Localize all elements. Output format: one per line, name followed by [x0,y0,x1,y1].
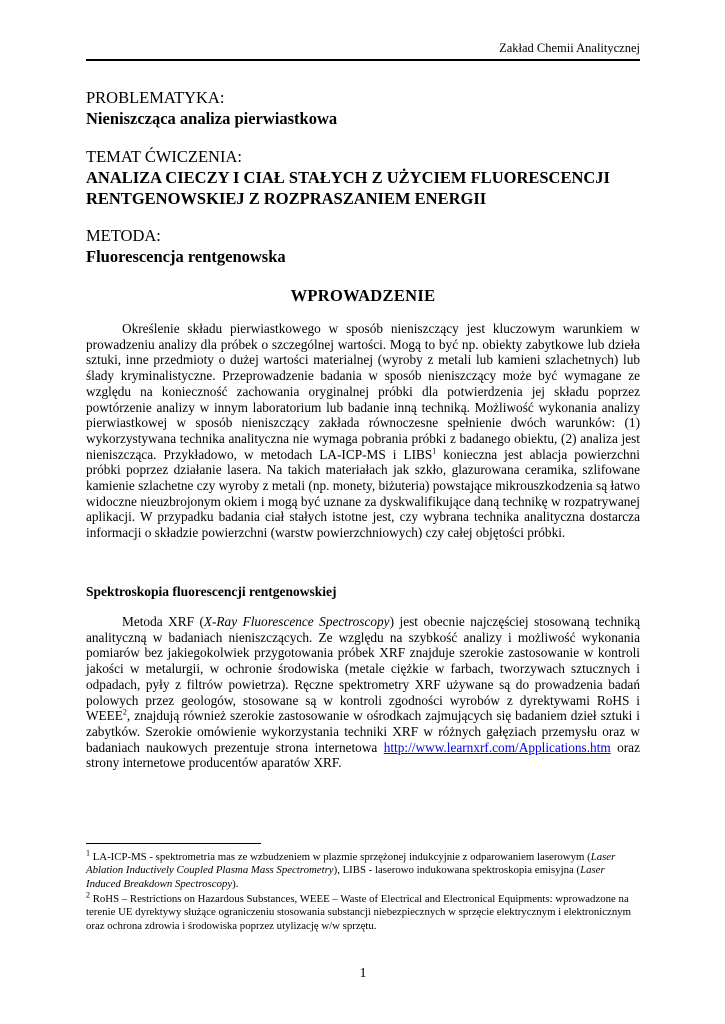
footnote-2 [86,890,640,933]
footnote-2-number: 2 [86,890,90,900]
temat-section [86,146,640,209]
footnote-1-number: 1 [86,848,90,858]
footnote-1-italic-1: Laser Ablation Inductively Coupled Plasma Mass Spectrometry [86,851,616,877]
footnote-1-text-b: ), LIBS - laserowo indukowana spektroskopia emisyjna ( [333,864,581,877]
running-header: Zakład Chemii Analitycznej [86,41,640,61]
temat-title-line1: ANALIZA CIECZY I CIAŁ STAŁYCH Z UŻYCIEM FLUORESCENCJI [86,168,610,187]
footnote-1-italic-2: Laser Induced Breakdown Spectroscopy [86,864,605,890]
footnote-1-text-a: LA-ICP-MS - spektrometria mas ze wzbudzeniem w plazmie sprzężonej indukcyjnie z odparowaniem laserowym ( [90,851,591,863]
problematyka-label: PROBLEMATYKA: [86,88,225,107]
xrf-text-d: oraz strony internetowe producentów aparatów XRF. [86,739,640,771]
footnote-ref-1[interactable]: 1 [432,446,437,456]
xrf-text-a: Metoda XRF ( [122,614,204,629]
temat-title-line2: RENTGENOWSKIEJ Z ROZPRASZANIEM ENERGII [86,189,487,208]
metoda-title: Fluorescencja rentgenowska [86,247,286,266]
xrf-section-heading: Spektroskopia fluorescencji rentgenowskiej [86,584,337,599]
problematyka-section [86,87,640,129]
footnote-1-text-c: ). [232,877,239,890]
intro-paragraph [86,321,640,541]
footnote-2-text: RoHS – Restrictions on Hazardous Substances, WEEE – Waste of Electrical and Electronical Equipments: wprowadzone na terenie UE dyrektywy służące ograniczeniu stosowania substancji niebezpiecznych w sprzęcie elektrycznym i elektronicznym oraz ochrona zdrowia i środowiska poprzez utylizację w/w sprzętu. [86,893,632,932]
footnote-separator [86,843,261,844]
intro-heading: WPROWADZENIE [290,286,436,305]
xrf-text-c: , znajdują również szerokie zastosowanie w ośrodkach zajmujących się badaniem dzieł sztuki i zabytków. Szerokie omówienie wykorzystania techniki XRF w różnych gałęziach przemysłu oraz w badaniach naukowych prezentuje strona internetowa [86,708,640,755]
intro-text-a: Określenie składu pierwiastkowego w sposób nieniszczący jest kluczowym warunkiem w prowadzeniu analizy dla próbek o szczególnej wartości. Mogą to być np. obiekty zabytkowe lub dzieła sztuki, inne przedmioty o dużej wartości materialnej (wyroby z metali lub kamieni szlachetnych) lub ślady kryminalistyczne. Przeprowadzenie badania w sposób nieniszczący może być wymagane ze względu na konieczność zachowania oryginalnej próbki dla potwierdzenia jej składu poprzez powtórzenie analizy w innym laboratorium lub badanie inną techniką. Możliwość wykonania analizy pierwiastkowej w sposób nieniszczący zakłada równoczesne spełnienie dwóch warunków: (1) wykorzystywana technika analityczna nie wymaga pobrania próbki z badanego obiektu, (2) analiza jest nieniszcząca. Przykładowo, w metodach LA-ICP-MS i LIBS [86,321,640,462]
xrf-paragraph [86,614,640,771]
footnote-ref-2[interactable]: 2 [122,707,127,717]
temat-label: TEMAT ĆWICZENIA: [86,147,242,166]
page-number: 1 [359,966,367,981]
footnote-1 [86,848,640,891]
intro-text-b: konieczna jest ablacja powierzchni próbki poprzez działanie lasera. Na takich materiałach jak szkło, glazurowana ceramika, szlifowane kamienie szlachetne czy wyroby z metali (np. monety, biżuteria) powstające mikrouszkodzenia są łatwo widoczne nieuzbrojonym okiem i mogą być uznane za dyskwalifikujące daną technikę w rozpatrywanej aplikacji. W przypadku badania ciał stałych istotne jest, czy wybrana technika analityczna dostarcza informacji o składzie powierzchni (warstw powierzchniowych) czy całej objętości próbki. [86,446,640,541]
xrf-text-b: ) jest obecnie najczęściej stosowaną techniką analityczną w badaniach nieniszczących. Ze względu na szybkość analizy i możliwość wykonania pomiarów bez jakiegokolwiek przygotowania próbek XRF znajduje szerokie zastosowanie w kontroli jakości w metalurgii, w ochronie środowiska (metale ciężkie w farbach, tworzywach sztucznych i odpadach, pyły z filtrów powietrza). Ręczne spektrometry XRF używane są do prowadzenia badań polowych przez geologów, stosowane są w kontroli zgodności wyrobów z dyrektywami RoHS i WEEE [86,614,640,724]
xrf-italic-term: X-Ray Fluorescence Spectroscopy [203,614,390,629]
learnxrf-link[interactable]: http://www.learnxrf.com/Applications.htm [383,739,611,755]
metoda-label: METODA: [86,226,161,245]
metoda-section [86,225,640,267]
problematyka-title: Nieniszcząca analiza pierwiastkowa [86,109,338,128]
